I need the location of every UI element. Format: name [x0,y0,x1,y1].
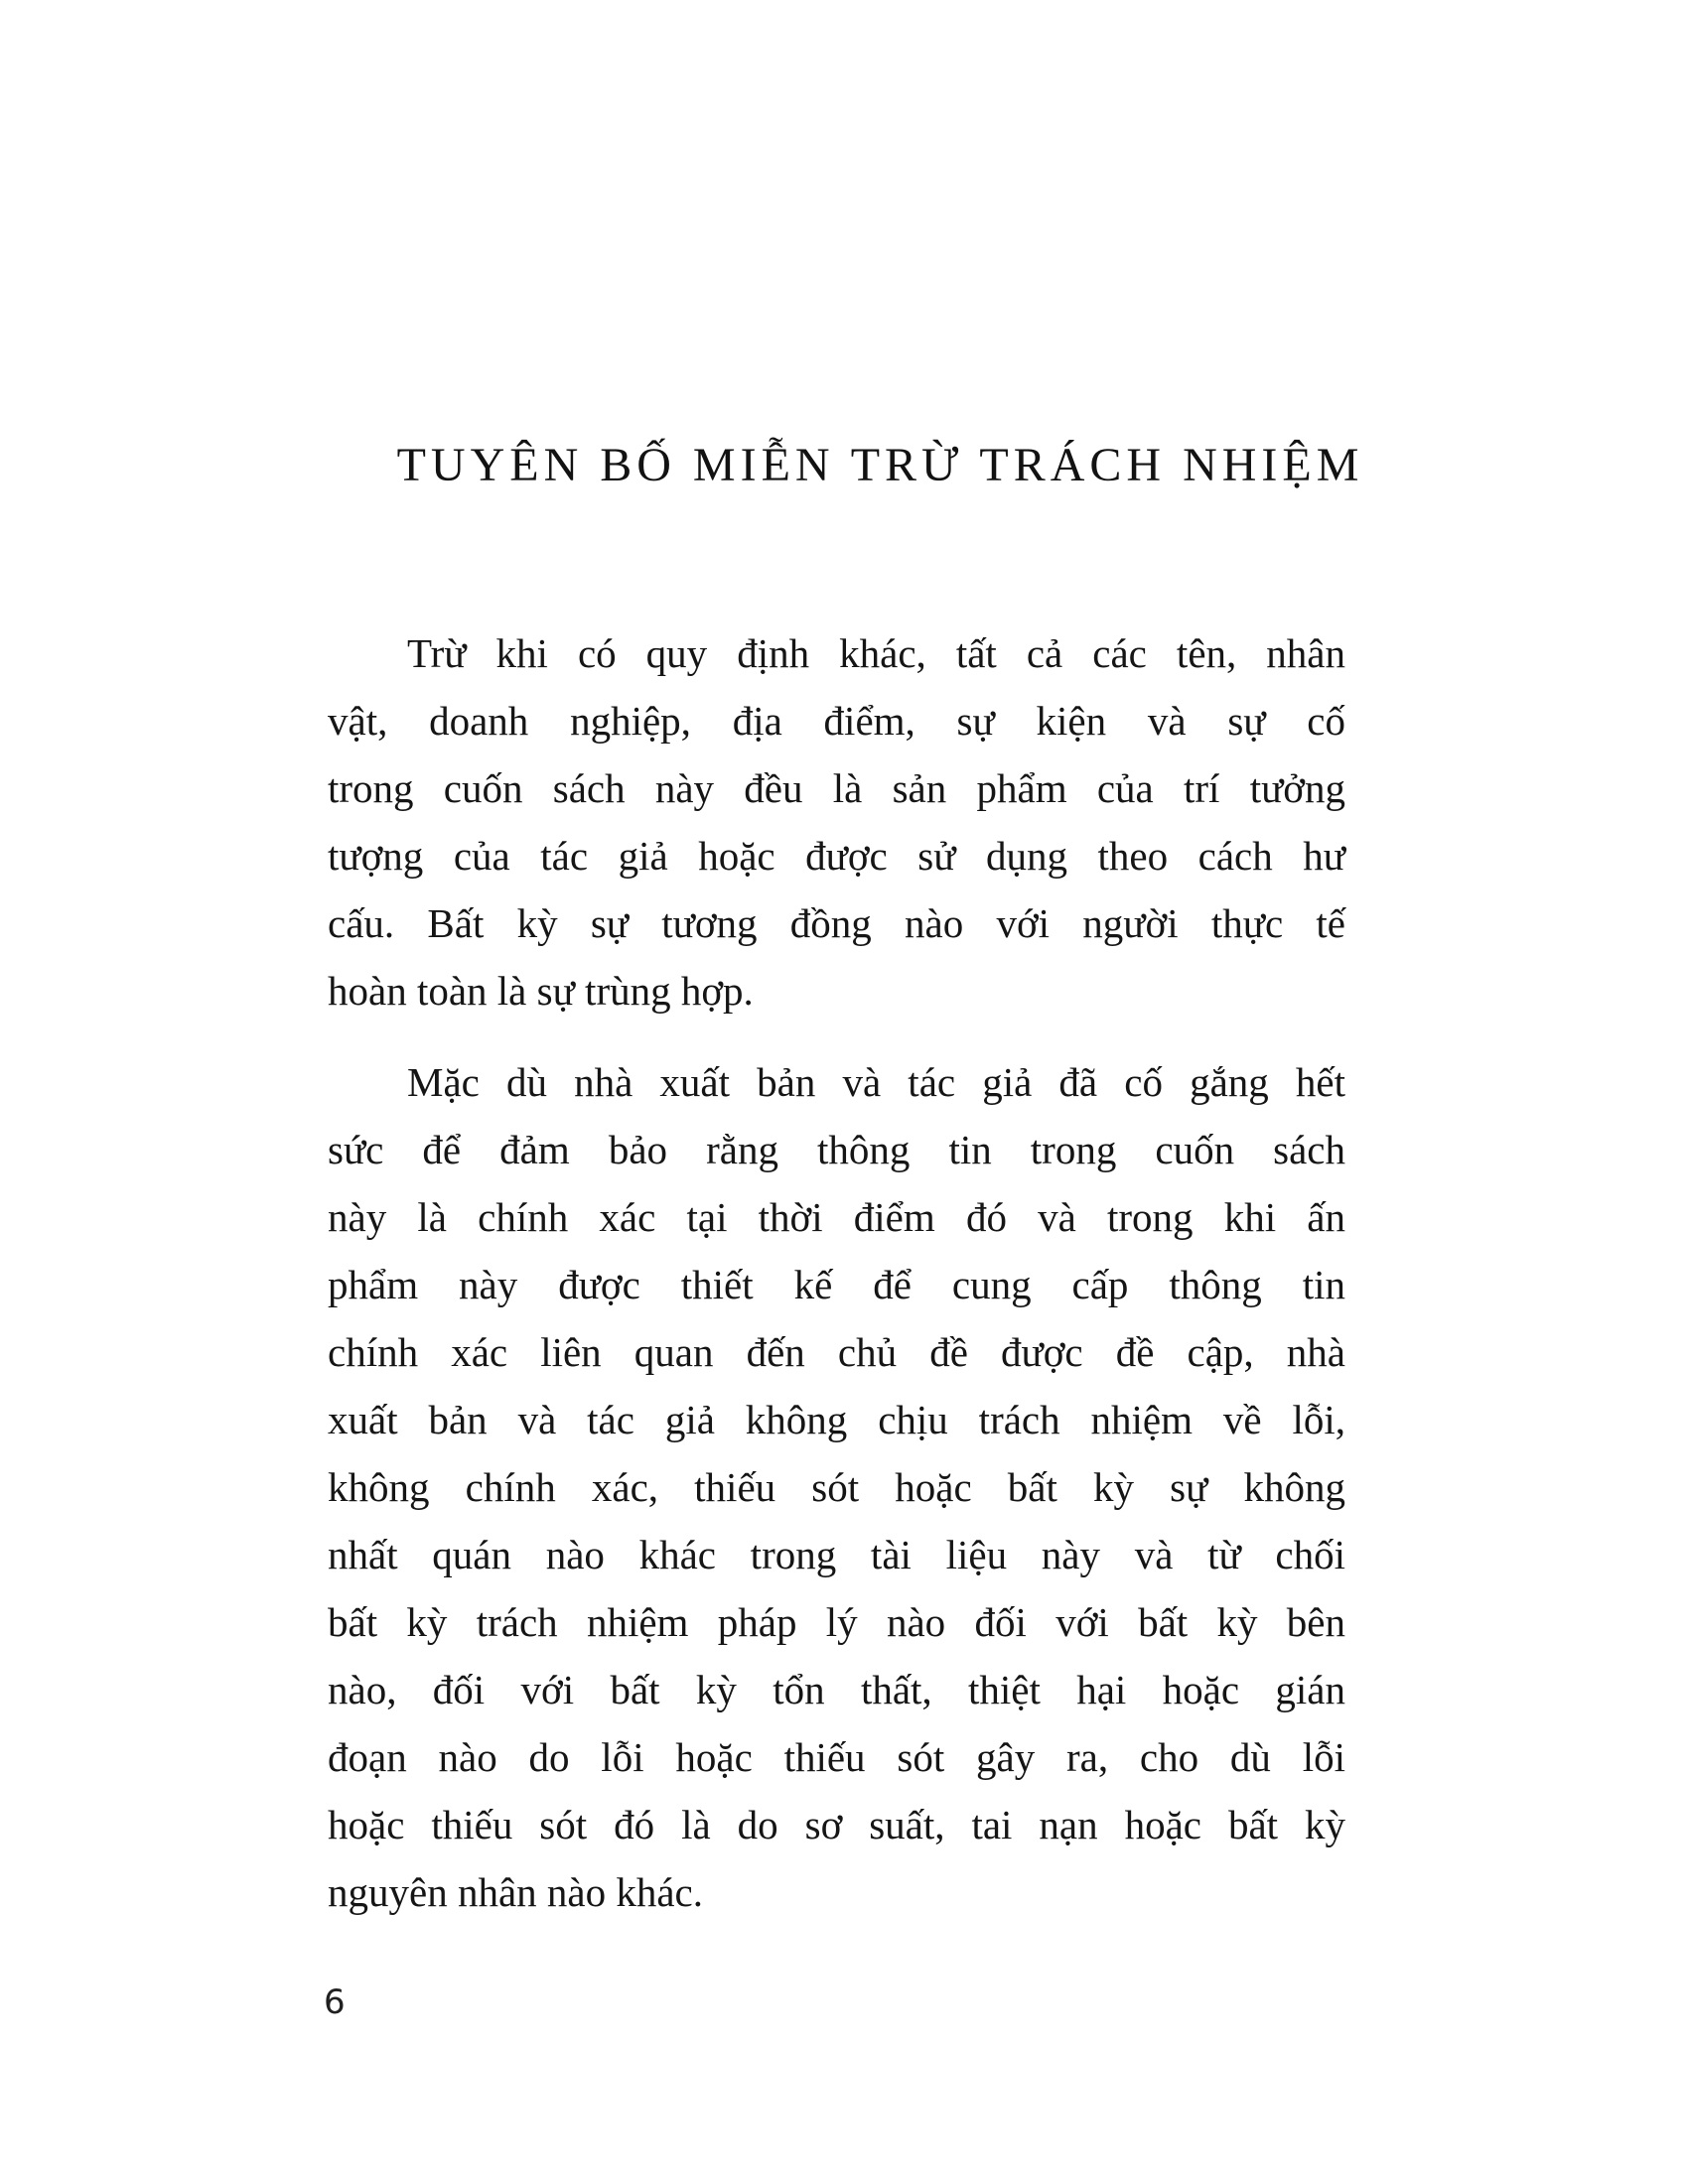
text-line: Trừ khi có quy định khác, tất cả các tên, nhân [407,630,1345,676]
text-line: chính xác liên quan đến chủ đề được đề cập, nhà [328,1329,1345,1375]
paragraph [328,619,1345,1024]
text-line: hoặc thiếu sót đó là do sơ suất, tai nạn hoặc bất kỳ [328,1802,1345,1847]
text-line: trong cuốn sách này đều là sản phẩm của trí tưởng [328,765,1345,811]
text-line: nguyên nhân nào khác. [328,1869,703,1915]
page-number: 6 [324,1982,346,2022]
text-line: đoạn nào do lỗi hoặc thiếu sót gây ra, cho dù lỗi [328,1734,1345,1780]
text-line: vật, doanh nghiệp, địa điểm, sự kiện và sự cố [328,698,1345,744]
text-line: bất kỳ trách nhiệm pháp lý nào đối với bất kỳ bên [328,1599,1345,1645]
paragraph [328,1048,1345,1926]
disclaimer-body [328,619,1345,1950]
text-line: Mặc dù nhà xuất bản và tác giả đã cố gắng hết [407,1059,1345,1105]
text-line: nào, đối với bất kỳ tổn thất, thiệt hại hoặc gián [328,1667,1345,1712]
text-line: cấu. Bất kỳ sự tương đồng nào với người thực tế [328,900,1345,946]
text-line: tượng của tác giả hoặc được sử dụng theo cách hư [328,833,1345,879]
text-line: xuất bản và tác giả không chịu trách nhiệm về lỗi, [328,1397,1345,1442]
text-line: này là chính xác tại thời điểm đó và trong khi ấn [328,1194,1345,1240]
text-line: hoàn toàn là sự trùng hợp. [328,968,754,1014]
page-title: TUYÊN BỐ MIỄN TRỪ TRÁCH NHIỆM [396,439,1364,491]
text-line: phẩm này được thiết kế để cung cấp thông tin [328,1262,1345,1307]
text-line: sức để đảm bảo rằng thông tin trong cuốn sách [328,1127,1345,1172]
text-line: nhất quán nào khác trong tài liệu này và từ chối [328,1532,1345,1577]
text-line: không chính xác, thiếu sót hoặc bất kỳ sự không [328,1464,1345,1510]
